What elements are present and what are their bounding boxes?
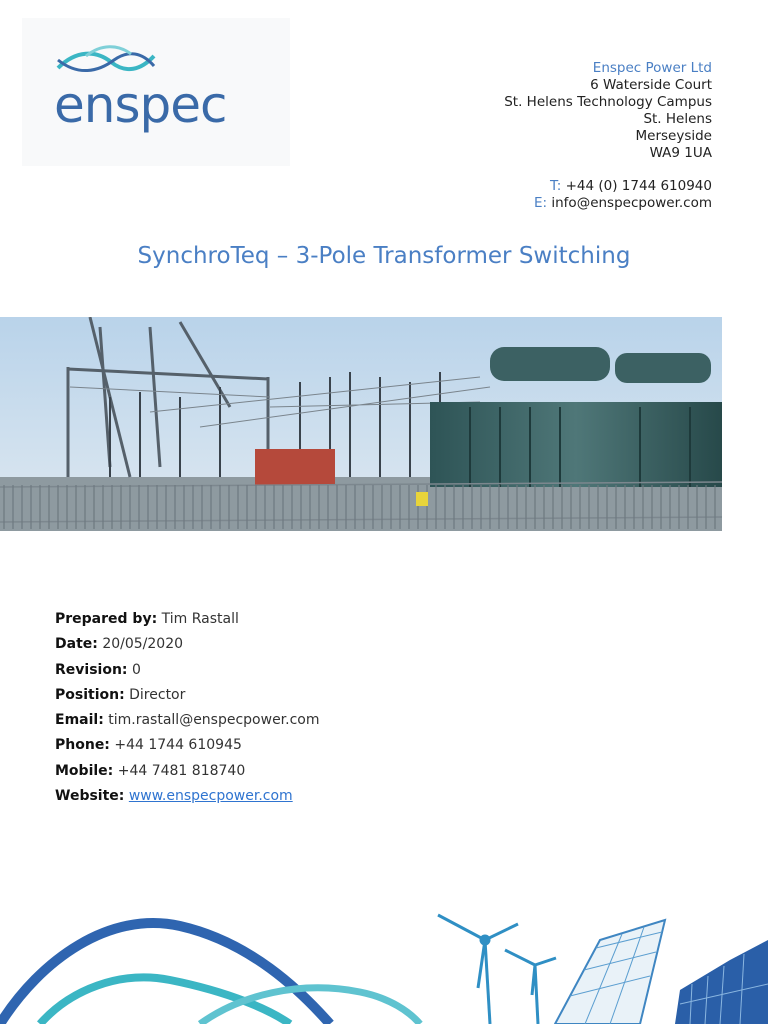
email-line — [534, 195, 712, 212]
company-logo — [22, 18, 290, 166]
footer-decoration — [0, 900, 768, 1024]
logo-wordmark: enspec — [54, 76, 227, 134]
detail-label: Position: — [55, 686, 125, 703]
building-icon — [675, 940, 768, 1024]
address-line: St. Helens Technology Campus — [504, 94, 712, 110]
detail-label: Mobile: — [55, 762, 114, 779]
detail-label: Revision: — [55, 661, 128, 678]
detail-date — [55, 632, 320, 657]
phone-value: +44 (0) 1744 610940 — [565, 178, 712, 194]
document-title: SynchroTeq – 3-Pole Transformer Switching — [137, 243, 631, 269]
detail-mobile — [55, 759, 320, 784]
detail-website — [55, 784, 320, 809]
detail-label: Phone: — [55, 737, 110, 754]
detail-position — [55, 683, 320, 708]
detail-value: +44 7481 818740 — [117, 762, 246, 779]
detail-prepared-by — [55, 607, 320, 632]
email-value: info@enspecpower.com — [551, 195, 712, 211]
detail-label: Website: — [55, 788, 125, 805]
detail-value: tim.rastall@enspecpower.com — [108, 712, 320, 729]
address-line: St. Helens — [643, 111, 712, 127]
detail-phone — [55, 733, 320, 758]
wind-turbine-icon — [438, 915, 556, 1024]
website-link[interactable]: www.enspecpower.com — [128, 788, 293, 805]
detail-email — [55, 708, 320, 733]
detail-label: Date: — [55, 636, 98, 653]
company-contact — [534, 178, 712, 212]
document-details — [55, 607, 320, 809]
detail-revision — [55, 658, 320, 683]
address-line: Merseyside — [635, 128, 712, 144]
company-name: Enspec Power Ltd — [592, 60, 712, 76]
substation-photo — [0, 317, 722, 531]
detail-value: 0 — [131, 661, 141, 678]
email-label: E: — [534, 195, 548, 211]
detail-value: +44 1744 610945 — [114, 737, 242, 754]
company-address — [504, 60, 712, 162]
solar-panel-icon — [555, 920, 665, 1024]
phone-line — [534, 178, 712, 195]
wave-logo-icon — [56, 42, 156, 80]
detail-label: Email: — [55, 712, 104, 729]
detail-value: Tim Rastall — [161, 611, 239, 627]
address-line: WA9 1UA — [649, 145, 712, 161]
phone-label: T: — [550, 178, 562, 194]
detail-value: Director — [129, 686, 186, 703]
detail-value: 20/05/2020 — [102, 636, 184, 653]
address-line: 6 Waterside Court — [590, 77, 712, 93]
detail-label: Prepared by: — [55, 611, 158, 627]
